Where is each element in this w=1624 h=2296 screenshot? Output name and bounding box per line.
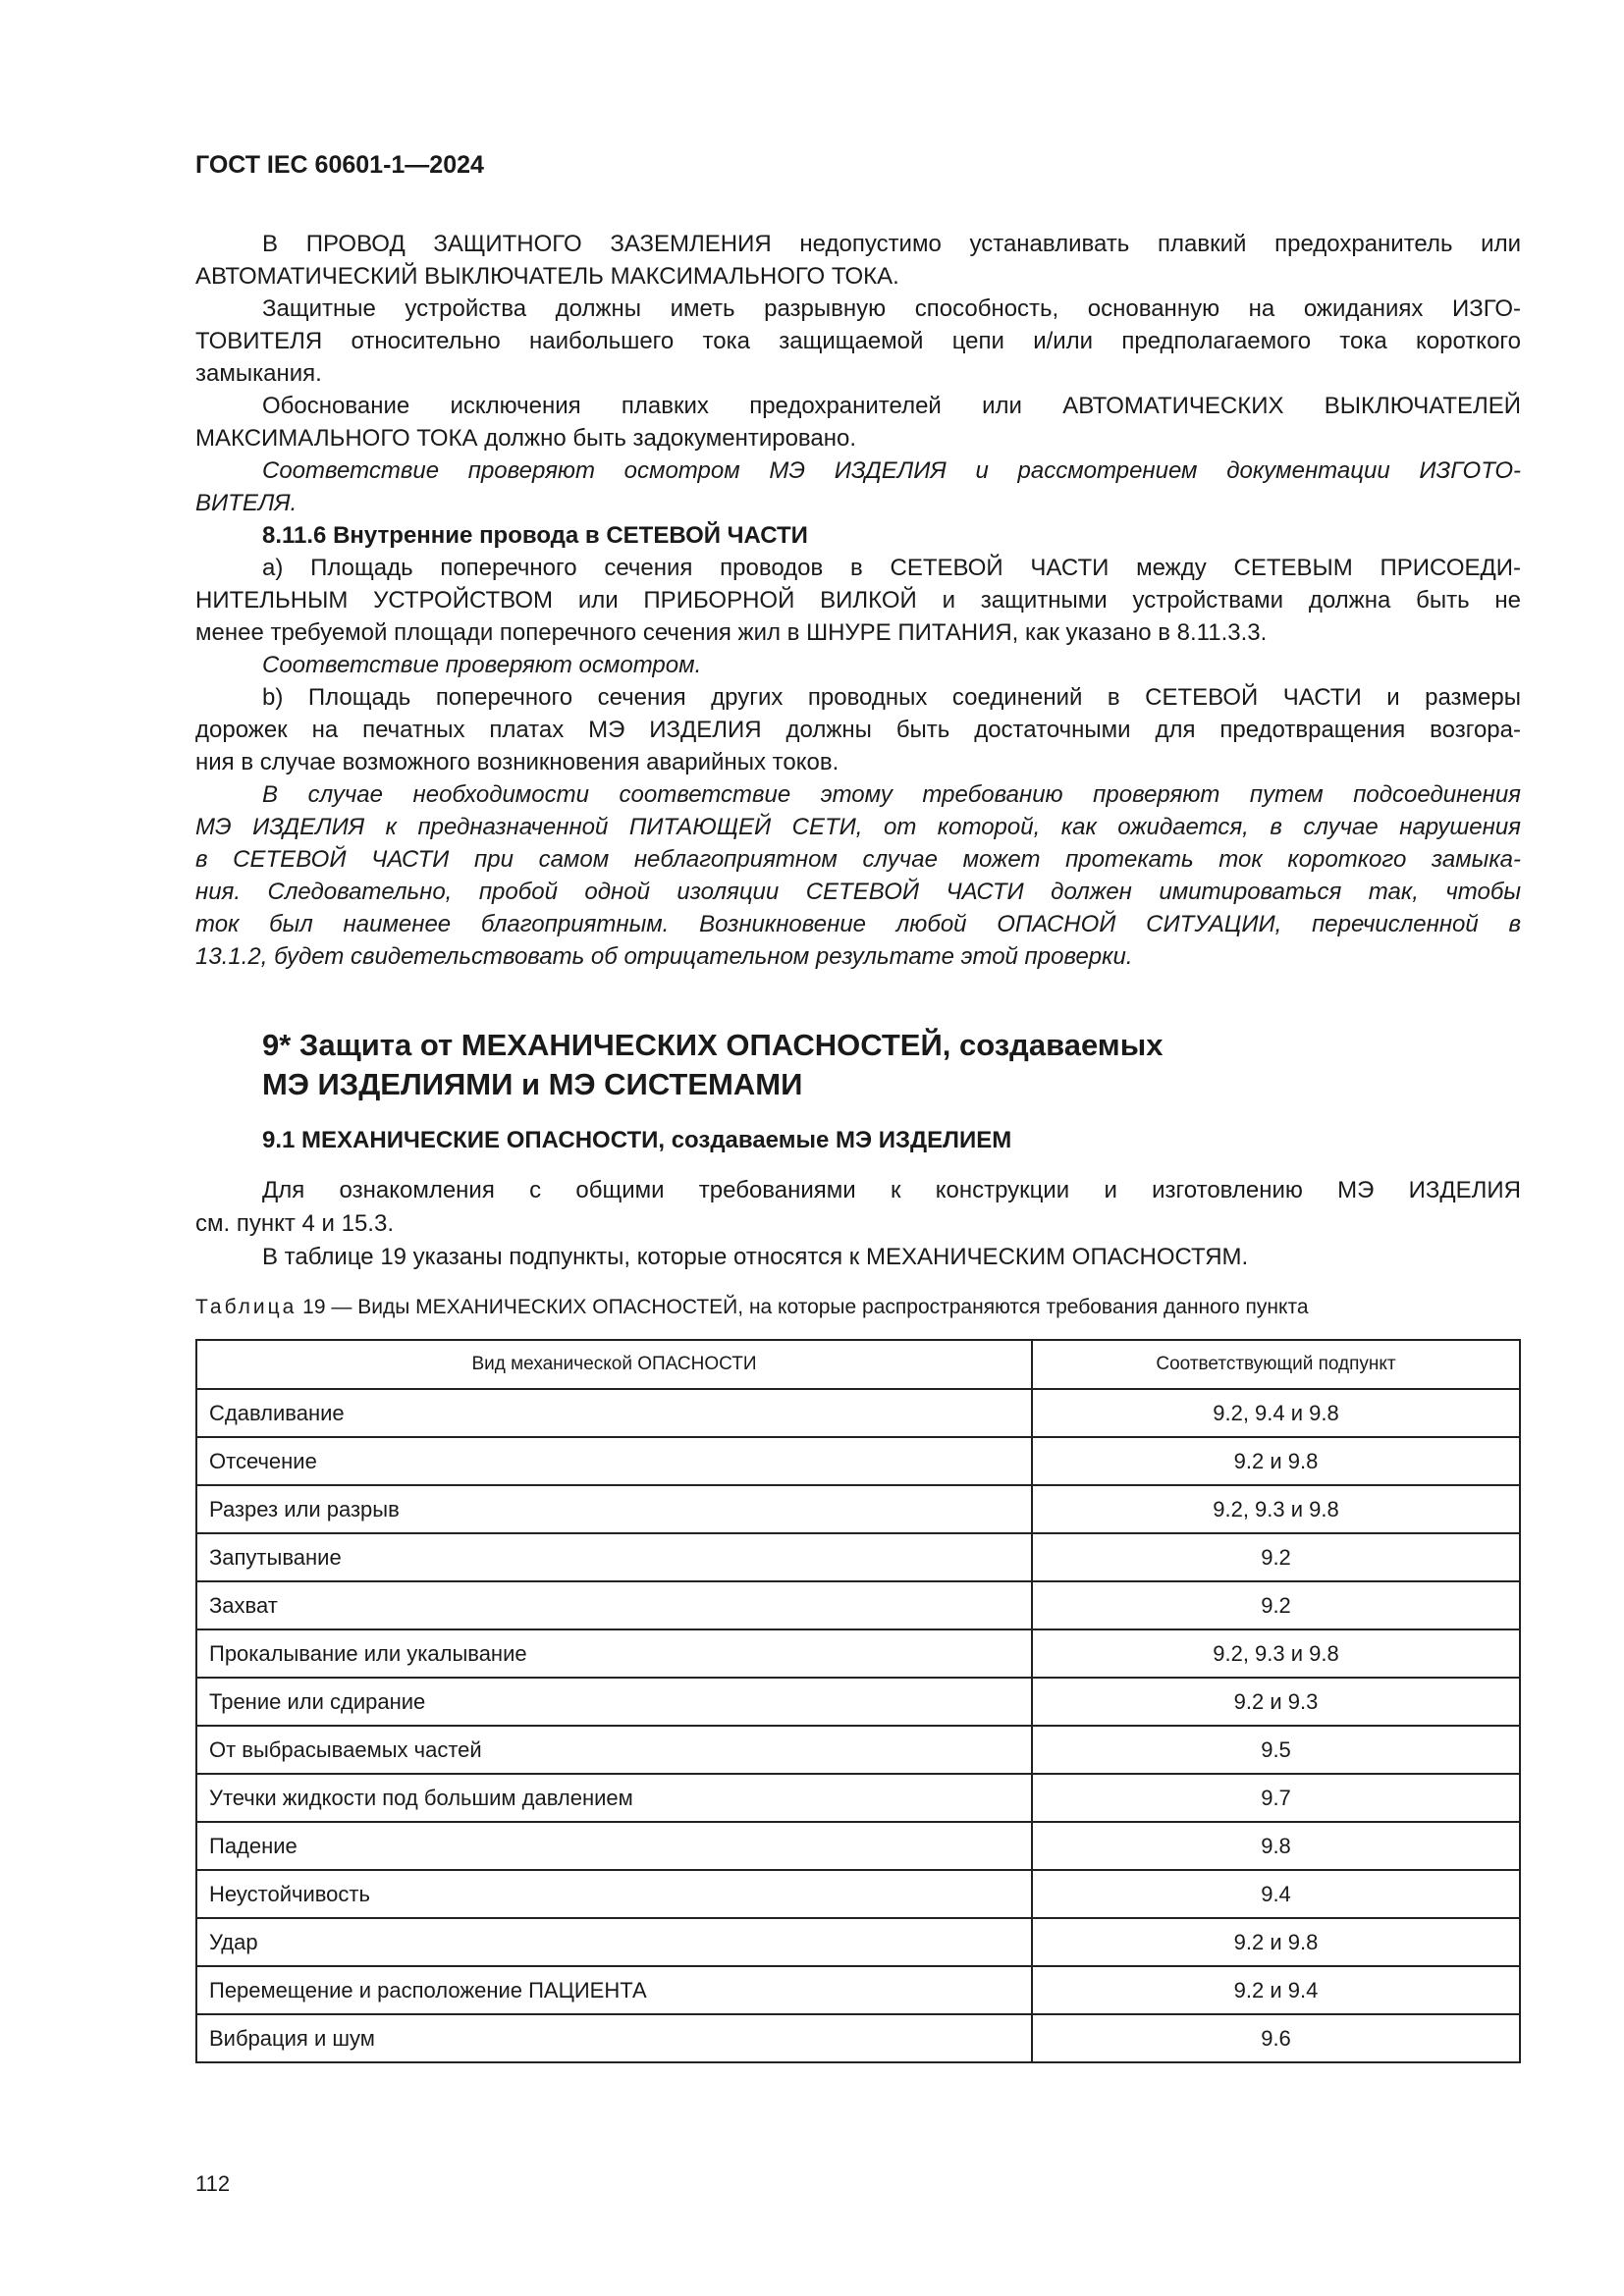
table-header-row [196, 1340, 1520, 1389]
text-line: в СЕТЕВОЙ ЧАСТИ при самом неблагоприятном случае может протекать ток короткого замыка- [195, 846, 1521, 873]
hazard-cell: Захват [196, 1581, 1032, 1629]
text-line: НИТЕЛЬНЫМ УСТРОЙСТВОМ или ПРИБОРНОЙ ВИЛКОЙ и защитными устройствами должна быть не [195, 587, 1521, 614]
table-row [196, 1918, 1520, 1966]
text-line: МАКСИМАЛЬНОГО ТОКА должно быть задокументировано. [195, 425, 857, 452]
column-header-hazard: Вид механической ОПАСНОСТИ [196, 1340, 1032, 1389]
paragraph [195, 454, 1521, 519]
section-9-1-heading: 9.1 МЕХАНИЧЕСКИЕ ОПАСНОСТИ, создаваемые МЭ ИЗДЕЛИЕМ [262, 1127, 1012, 1153]
hazard-cell: Сдавливание [196, 1389, 1032, 1437]
section-9-heading-line2: МЭ ИЗДЕЛИЯМИ и МЭ СИСТЕМАМИ [262, 1067, 803, 1101]
text-line: В случае необходимости соответствие этому требованию проверяют путем подсоединения [262, 781, 1521, 808]
document-header: ГОСТ IEC 60601-1—2024 [195, 151, 484, 179]
subclause-cell: 9.2, 9.3 и 9.8 [1032, 1485, 1520, 1533]
paragraph [195, 681, 1521, 778]
hazard-cell: Падение [196, 1822, 1032, 1870]
table-row [196, 1437, 1520, 1485]
text-line: ния в случае возможного возникновения аварийных токов. [195, 749, 839, 775]
paragraph [195, 390, 1521, 454]
text-line: ния. Следовательно, пробой одной изоляции СЕТЕВОЙ ЧАСТИ должен имитироваться так, чтобы [195, 879, 1521, 905]
table-row [196, 1966, 1520, 2014]
paragraph [195, 1241, 1521, 1274]
text-line: АВТОМАТИЧЕСКИЙ ВЫКЛЮЧАТЕЛЬ МАКСИМАЛЬНОГО ТОКА. [195, 263, 899, 290]
subclause-cell: 9.2 и 9.8 [1032, 1918, 1520, 1966]
hazard-cell: Отсечение [196, 1437, 1032, 1485]
hazard-cell: Неустойчивость [196, 1870, 1032, 1918]
table-row [196, 1774, 1520, 1822]
hazard-cell: Перемещение и расположение ПАЦИЕНТА [196, 1966, 1032, 2014]
text-line: В ПРОВОД ЗАЩИТНОГО ЗАЗЕМЛЕНИЯ недопустимо устанавливать плавкий предохранитель или [262, 231, 1521, 257]
subclause-cell: 9.6 [1032, 2014, 1520, 2062]
hazard-cell: Удар [196, 1918, 1032, 1966]
text-line: a) Площадь поперечного сечения проводов в СЕТЕВОЙ ЧАСТИ между СЕТЕВЫМ ПРИСОЕДИ- [262, 555, 1521, 581]
paragraph [195, 778, 1521, 973]
subclause-cell: 9.2 и 9.4 [1032, 1966, 1520, 2014]
text-line: замыкания. [195, 360, 322, 387]
text-line: Соответствие проверяют осмотром. [262, 652, 702, 678]
table-row [196, 1389, 1520, 1437]
subclause-cell: 9.4 [1032, 1870, 1520, 1918]
section-9-heading [262, 1026, 1163, 1104]
table-row [196, 1726, 1520, 1774]
page-number: 112 [195, 2171, 231, 2196]
text-line: МЭ ИЗДЕЛИЯ к предназначенной ПИТАЮЩЕЙ СЕТИ, от которой, как ожидается, в случае нарушения [195, 814, 1521, 840]
text-line: Соответствие проверяют осмотром МЭ ИЗДЕЛИЯ и рассмотрением документации ИЗГОТО- [262, 457, 1521, 484]
subclause-cell: 9.2, 9.4 и 9.8 [1032, 1389, 1520, 1437]
text-line: ТОВИТЕЛЯ относительно наибольшего тока защищаемой цепи и/или предполагаемого тока короткого [195, 328, 1521, 354]
text-line: менее требуемой площади поперечного сечения жил в ШНУРЕ ПИТАНИЯ, как указано в 8.11.3.3. [195, 619, 1268, 646]
column-header-subclause: Соответствующий подпункт [1032, 1340, 1520, 1389]
text-line: 13.1.2, будет свидетельствовать об отрицательном результате этой проверки. [195, 943, 1133, 970]
text-line: Защитные устройства должны иметь разрывную способность, основанную на ожиданиях ИЗГО- [262, 295, 1521, 322]
section-9-1-text [195, 1174, 1521, 1274]
text-line: 8.11.6 Внутренние провода в СЕТЕВОЙ ЧАСТИ [262, 522, 808, 549]
section-9-heading-line1: 9* Защита от МЕХАНИЧЕСКИХ ОПАСНОСТЕЙ, создаваемых [262, 1028, 1164, 1062]
table-row [196, 2014, 1520, 2062]
hazard-cell: От выбрасываемых частей [196, 1726, 1032, 1774]
hazard-cell: Вибрация и шум [196, 2014, 1032, 2062]
paragraph [195, 293, 1521, 390]
text-line: дорожек на печатных платах МЭ ИЗДЕЛИЯ должны быть достаточными для предотвращения возгора- [195, 717, 1521, 743]
table-row [196, 1581, 1520, 1629]
subclause-cell: 9.7 [1032, 1774, 1520, 1822]
table-row [196, 1870, 1520, 1918]
body-text [195, 228, 1521, 973]
paragraph [195, 519, 1521, 552]
text-line: ВИТЕЛЯ. [195, 490, 298, 516]
hazard-cell: Прокалывание или укалывание [196, 1629, 1032, 1678]
paragraph [195, 1174, 1521, 1241]
subclause-cell: 9.2 и 9.8 [1032, 1437, 1520, 1485]
table-row [196, 1485, 1520, 1533]
text-line: ток был наименее благоприятным. Возникновение любой ОПАСНОЙ СИТУАЦИИ, перечисленной в [195, 911, 1521, 937]
paragraph [195, 228, 1521, 293]
subclause-cell: 9.5 [1032, 1726, 1520, 1774]
subclause-cell: 9.2 [1032, 1581, 1520, 1629]
table-row [196, 1822, 1520, 1870]
paragraph [195, 649, 1521, 681]
hazards-table [195, 1339, 1521, 2063]
subclause-cell: 9.2, 9.3 и 9.8 [1032, 1629, 1520, 1678]
text-line: В таблице 19 указаны подпункты, которые относятся к МЕХАНИЧЕСКИМ ОПАСНОСТЯМ. [262, 1244, 1249, 1270]
hazard-cell: Утечки жидкости под большим давлением [196, 1774, 1032, 1822]
table-row [196, 1678, 1520, 1726]
subclause-cell: 9.8 [1032, 1822, 1520, 1870]
text-line: см. пункт 4 и 15.3. [195, 1210, 394, 1237]
table-row [196, 1533, 1520, 1581]
subclause-cell: 9.2 и 9.3 [1032, 1678, 1520, 1726]
table-caption-prefix: Таблица [195, 1296, 298, 1318]
hazard-cell: Разрез или разрыв [196, 1485, 1032, 1533]
subclause-cell: 9.2 [1032, 1533, 1520, 1581]
hazard-cell: Трение или сдирание [196, 1678, 1032, 1726]
table-caption-text: 19 — Виды МЕХАНИЧЕСКИХ ОПАСНОСТЕЙ, на которые распространяются требования данного пункта [297, 1296, 1309, 1318]
table-row [196, 1629, 1520, 1678]
table-caption [195, 1296, 1521, 1319]
text-line: Обоснование исключения плавких предохранителей или АВТОМАТИЧЕСКИХ ВЫКЛЮЧАТЕЛЕЙ [262, 393, 1521, 419]
paragraph [195, 552, 1521, 649]
hazard-cell: Запутывание [196, 1533, 1032, 1581]
text-line: b) Площадь поперечного сечения других проводных соединений в СЕТЕВОЙ ЧАСТИ и размеры [262, 684, 1521, 711]
text-line: Для ознакомления с общими требованиями к конструкции и изготовлению МЭ ИЗДЕЛИЯ [262, 1177, 1521, 1203]
